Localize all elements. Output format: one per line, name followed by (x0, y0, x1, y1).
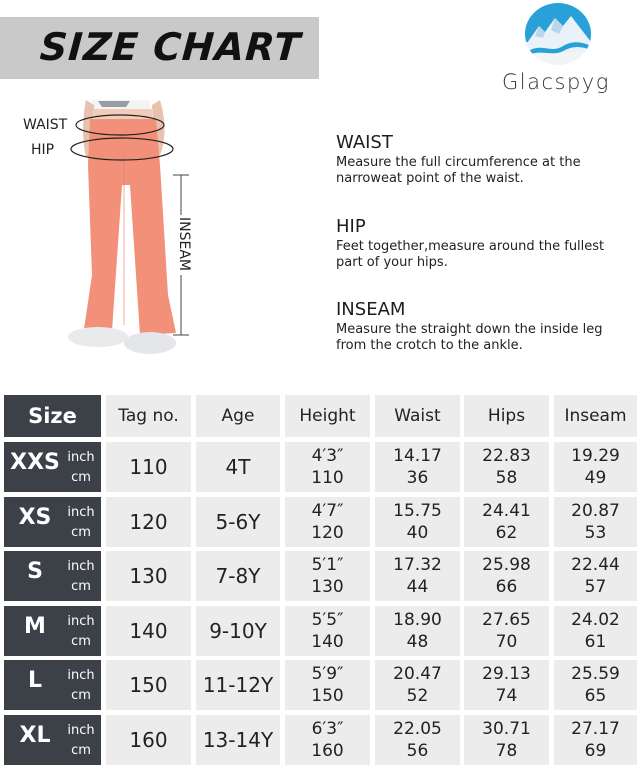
table-row (0, 606, 640, 656)
desc-line: from the crotch to the ankle. (336, 338, 523, 353)
unit-inch: inch (67, 450, 95, 465)
unit-cm: cm (71, 470, 91, 485)
size-label: S (27, 559, 43, 584)
inseam-description (336, 300, 636, 354)
hips-cell: 27.65 70 (464, 606, 549, 656)
tag-cell: 150 (106, 660, 191, 710)
height-cell: 4′3″ 110 (285, 442, 370, 492)
waist-label: WAIST (23, 117, 68, 133)
unit-labels (62, 503, 100, 543)
height-cell: 5′1″ 130 (285, 551, 370, 601)
inseam-cell: 22.44 57 (554, 551, 637, 601)
tag-cell: 130 (106, 551, 191, 601)
unit-cm: cm (71, 633, 91, 649)
age-cell: 5-6Y (196, 497, 280, 547)
header-hips: Hips (464, 395, 549, 437)
unit-cm: cm (71, 579, 91, 594)
header-tag: Tag no. (106, 395, 191, 437)
mountain-logo-icon (523, 2, 593, 66)
table-header-row (0, 395, 640, 437)
desc-line: Feet together,measure around the fullest (336, 239, 605, 254)
inseam-cell: 19.29 49 (554, 442, 637, 492)
age-cell: 4T (196, 442, 280, 492)
unit-cm: cm (71, 524, 91, 540)
size-label: XL (19, 722, 51, 748)
height-cell: 5′5″ 140 (285, 606, 370, 656)
unit-labels (62, 721, 100, 761)
hips-cell: 25.98 66 (464, 551, 549, 601)
brand-name: Glacspyg (502, 70, 610, 94)
waist-cell: 22.05 56 (375, 715, 460, 765)
unit-inch: inch (67, 613, 95, 629)
desc-line: part of your hips. (336, 255, 448, 270)
size-label: M (24, 613, 46, 639)
inseam-label: INSEAM (176, 217, 192, 271)
size-cell (4, 442, 101, 492)
header-age: Age (196, 395, 280, 437)
waist-cell: 14.17 36 (375, 442, 460, 492)
size-label: XS (18, 504, 52, 530)
unit-inch: inch (67, 668, 95, 683)
page-title: SIZE CHART (38, 25, 303, 69)
tag-cell: 160 (106, 715, 191, 765)
hip-label: HIP (31, 142, 55, 158)
size-cell (4, 551, 101, 601)
table-row (0, 660, 640, 710)
table-row (0, 442, 640, 492)
size-cell (4, 715, 101, 765)
waist-cell: 17.32 44 (375, 551, 460, 601)
header-waist: Waist (375, 395, 460, 437)
age-cell: 11-12Y (196, 660, 280, 710)
unit-labels (62, 448, 100, 488)
hips-cell: 22.83 58 (464, 442, 549, 492)
inseam-cell: 24.02 61 (554, 606, 637, 656)
unit-cm: cm (71, 742, 91, 758)
table-row (0, 497, 640, 547)
table-row (0, 715, 640, 765)
size-cell (4, 660, 101, 710)
header-size: Size (4, 395, 101, 437)
pants-figure (0, 95, 220, 365)
waist-cell: 18.90 48 (375, 606, 460, 656)
size-label: XXS (10, 450, 60, 475)
size-label: L (27, 668, 43, 693)
unit-labels (62, 557, 100, 597)
size-cell (4, 606, 101, 656)
unit-labels (62, 612, 100, 652)
size-cell (4, 497, 101, 547)
title-banner (0, 17, 319, 79)
age-cell: 13-14Y (196, 715, 280, 765)
unit-cm: cm (71, 688, 91, 703)
unit-inch: inch (67, 559, 95, 574)
waist-cell: 15.75 40 (375, 497, 460, 547)
desc-title: HIP (336, 216, 366, 237)
unit-inch: inch (67, 504, 95, 520)
waist-cell: 20.47 52 (375, 660, 460, 710)
hips-cell: 30.71 78 (464, 715, 549, 765)
desc-title: WAIST (336, 132, 393, 153)
tag-cell: 110 (106, 442, 191, 492)
inseam-cell: 25.59 65 (554, 660, 637, 710)
unit-inch: inch (67, 722, 95, 738)
height-cell: 4′7″ 120 (285, 497, 370, 547)
inseam-cell: 27.17 69 (554, 715, 637, 765)
height-cell: 6′3″ 160 (285, 715, 370, 765)
unit-labels (62, 666, 100, 706)
desc-line: narroweat point of the waist. (336, 171, 524, 186)
desc-title: INSEAM (336, 299, 406, 320)
hips-cell: 29.13 74 (464, 660, 549, 710)
desc-line: Measure the full circumference at the (336, 155, 581, 170)
desc-line: Measure the straight down the inside leg (336, 322, 603, 337)
header-inseam: Inseam (554, 395, 637, 437)
hip-description (336, 217, 636, 271)
waist-description (336, 133, 636, 187)
age-cell: 9-10Y (196, 606, 280, 656)
table-row (0, 551, 640, 601)
height-cell: 5′9″ 150 (285, 660, 370, 710)
header-height: Height (285, 395, 370, 437)
age-cell: 7-8Y (196, 551, 280, 601)
hips-cell: 24.41 62 (464, 497, 549, 547)
tag-cell: 120 (106, 497, 191, 547)
tag-cell: 140 (106, 606, 191, 656)
inseam-cell: 20.87 53 (554, 497, 637, 547)
